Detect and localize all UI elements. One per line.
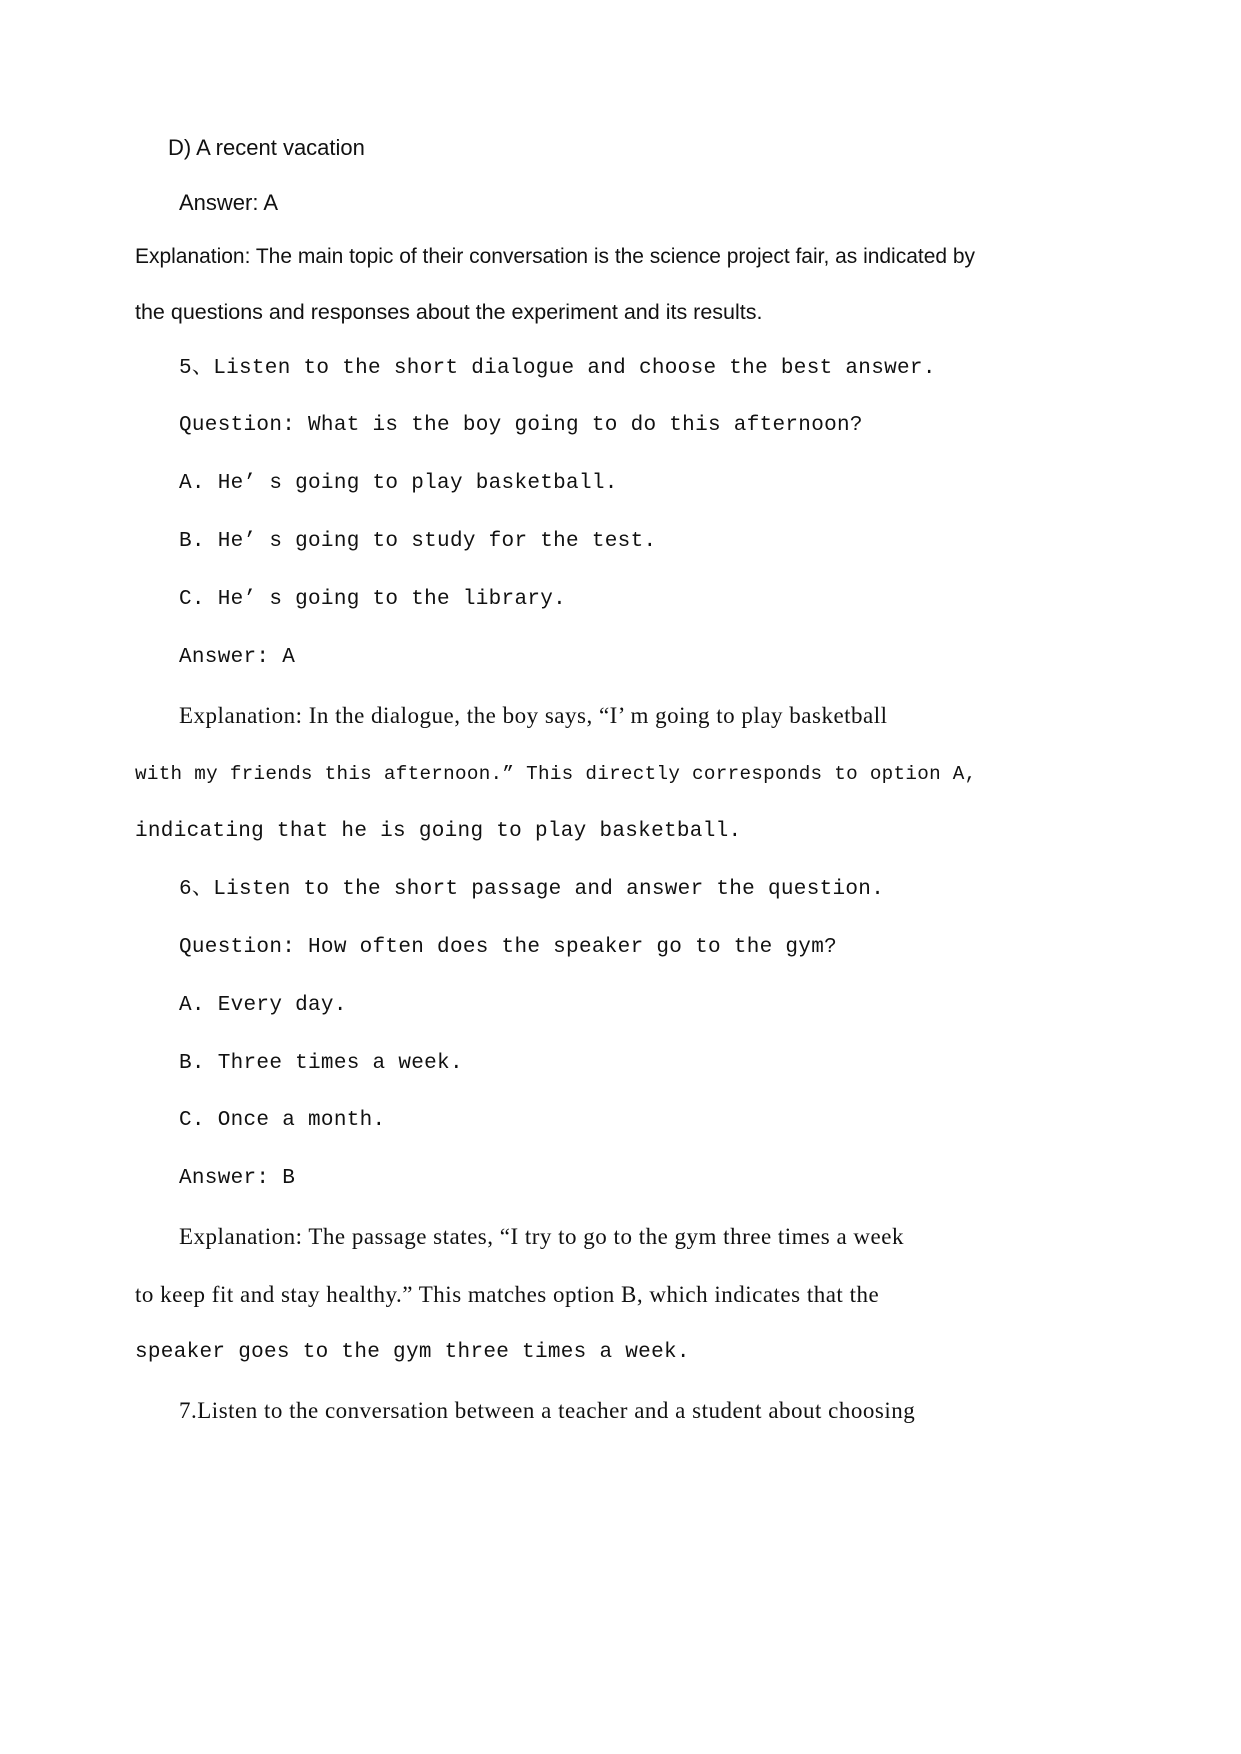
explanation-line: speaker goes to the gym three times a week. [135,1341,690,1364]
option-c: C. He’ s going to the library. [179,588,567,611]
question-heading: 7.Listen to the conversation between a teacher and a student about choosing [179,1398,916,1423]
explanation-line: indicating that he is going to play basketball. [135,820,742,843]
explanation-line: Explanation: The main topic of their conversation is the science project fair, as indicated by [135,245,975,268]
question-text: Question: What is the boy going to do this afternoon? [179,414,863,437]
option-c: C. Once a month. [179,1109,386,1132]
answer-line: Answer: A [179,190,279,215]
question-heading: 6、Listen to the short passage and answer the question. [179,878,885,901]
option-a: A. He’ s going to play basketball. [179,472,618,495]
option-d: D) A recent vacation [168,135,365,160]
explanation-line: Explanation: The passage states, “I try to go to the gym three times a week [179,1224,904,1249]
option-a: A. Every day. [179,994,347,1017]
explanation-line: to keep fit and stay healthy.” This matches option B, which indicates that the [135,1282,880,1307]
answer-line: Answer: A [179,646,296,669]
question-heading: 5、Listen to the short dialogue and choose the best answer. [179,357,936,380]
question-text: Question: How often does the speaker go to the gym? [179,936,838,959]
answer-line: Answer: B [179,1167,296,1190]
explanation-line: Explanation: In the dialogue, the boy says, “I’ m going to play basketball [179,703,888,728]
option-b: B. He’ s going to study for the test. [179,530,657,553]
explanation-line: with my friends this afternoon.” This directly corresponds to option A, [135,763,977,785]
explanation-line: the questions and responses about the experiment and its results. [135,300,763,324]
option-b: B. Three times a week. [179,1052,463,1075]
